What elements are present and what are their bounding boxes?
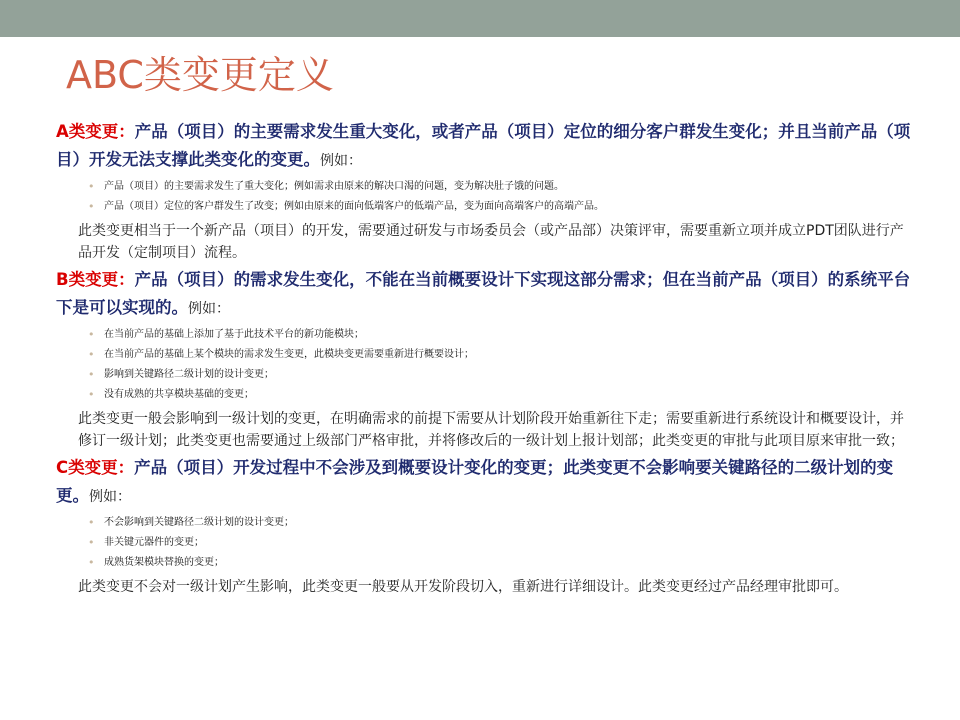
list-item: • 产品（项目）定位的客户群发生了改变；例如由原来的面向低端客户的低端产品，变为面向高端客户的高端产品。 [88,197,916,217]
list-item: • 产品（项目）的主要需求发生了重大变化；例如需求由原来的解决口渴的问题，变为解决肚子饿的问题。 [88,177,916,197]
bullet-icon: • [88,536,95,549]
example-label: 例如： [89,489,131,505]
section-label: B类变更： [56,270,135,289]
example-label: 例如： [320,153,362,169]
bullet-icon: • [88,180,95,193]
example-label: 例如： [188,301,230,317]
list-item: • 没有成熟的共享模块基础的变更； [88,385,916,405]
bullet-list [56,513,916,573]
bullet-icon: • [88,348,95,361]
list-item: • 在当前产品的基础上某个模块的需求发生变更，此模块变更需要重新进行概要设计； [88,345,916,365]
section-heading [56,454,916,511]
bullet-list [56,177,916,217]
section-b [56,266,916,452]
list-item: • 在当前产品的基础上添加了基于此技术平台的新功能模块； [88,325,916,345]
bullet-icon: • [88,388,95,401]
section-heading-text: 产品（项目）的主要需求发生重大变化，或者产品（项目）定位的细分客户群发生变化；并且当前产品（项目）开发无法支撑此类变化的变更。 [56,122,911,169]
list-item: • 不会影响到关键路径二级计划的设计变更； [88,513,916,533]
bullet-icon: • [88,556,95,569]
section-label: A类变更： [56,122,135,141]
section-body: 此类变更相当于一个新产品（项目）的开发，需要通过研发与市场委员会（或产品部）决策评审，需要重新立项并成立PDT团队进行产品开发（定制项目）流程。 [78,223,904,261]
list-item: • 非关键元器件的变更； [88,533,916,553]
section-body: 此类变更一般会影响到一级计划的变更，在明确需求的前提下需要从计划阶段开始重新往下走；需要重新进行系统设计和概要设计，并修订一级计划；此类变更也需要通过上级部门严格审批，并将修改后的一级计划上报计划部；此类变更的审批与此项目原来审批一致； [78,411,904,449]
section-body: 此类变更不会对一级计划产生影响，此类变更一般要从开发阶段切入，重新进行详细设计。此类变更经过产品经理审批即可。 [78,579,848,595]
section-a [56,118,916,264]
bullet-list [56,325,916,405]
section-heading-text: 产品（项目）开发过程中不会涉及到概要设计变化的变更；此类变更不会影响要关键路径的二级计划的变更。 [56,458,894,505]
header-bar [0,0,960,37]
list-item: • 成熟货架模块替换的变更； [88,553,916,573]
bullet-icon: • [88,516,95,529]
section-c [56,454,916,598]
section-label: C类变更： [56,458,135,477]
section-heading [56,118,916,175]
bullet-icon: • [88,368,95,381]
page-title: ABC类变更定义 [66,53,334,97]
bullet-icon: • [88,200,95,213]
slide-content [56,118,916,600]
section-heading-text: 产品（项目）的需求发生变化，不能在当前概要设计下实现这部分需求；但在当前产品（项目）的系统平台下是可以实现的。 [56,270,911,317]
bullet-icon: • [88,328,95,341]
section-heading [56,266,916,323]
list-item: • 影响到关键路径二级计划的设计变更； [88,365,916,385]
